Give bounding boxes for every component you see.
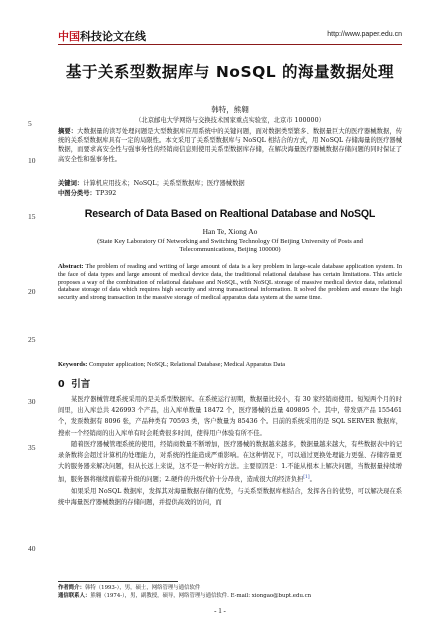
paragraph: 如果采用 NoSQL 数据库，发挥其对海量数据存储的优势，与关系型数据库相结合，发挥各自的优势，可以解决现在系统中海量医疗器械数据的存储问题，并提供高效的访问，而: [58, 487, 402, 506]
line-number: 5: [28, 119, 32, 128]
paragraph: 某医疗器械管理系统采用的是关系型数据库。在系统运行初期，数据量比较小，有 30 家经销商使用。短短两个月的时间里，出入库总共 426993 个产品，出入库单数量 18472 个，医疗器械的总量 409895 个。其中，带发票产品 155461 个，发票数据有 8096 张，产品种类有 70593 类，客户数量为 85436 个。目前的系统采用的是 SQL SERVER 数据库，搜索一个经销商的出入库单有时会耗费很多时间，使得用户体验有所不佳。: [58, 396, 402, 437]
line-number: 25: [28, 335, 36, 344]
line-number: 10: [28, 156, 36, 165]
abstract-en-label: Abstract:: [58, 263, 84, 270]
paper-title-en: Research of Data Based on Realtional Database and NoSQL: [84, 208, 376, 220]
keywords-cn-text: 计算机应用技术；NoSQL；关系型数据库；医疗器械数据: [83, 180, 245, 187]
footnote-contact: [58, 592, 402, 600]
section-heading: [58, 376, 90, 390]
paper-title-cn: 基于关系型数据库与 NoSQL 的海量数据处理: [65, 63, 395, 81]
abstract-en-text: The problem of reading and writing of large amount of data is a key problem in large-scale database application system. In the face of data types and large amount of medical device data, the traditional relational database has certain limitations. This article proposes a way of the combination of relational database and NoSQL, with NoSQL storage of massive medical device data, relational database storage of data which requires high security and strong transactional information. It solved the problem and ensure the high security and strong transaction in the massive storage of medical apparatus data system at the same time.: [58, 263, 402, 302]
footnote-author: [58, 584, 402, 592]
footnote-divider: [58, 581, 178, 582]
keywords-en-text: Computer application; NoSQL; Relational Database; Medical Apparatus Data: [88, 361, 285, 368]
site-logo[interactable]: [58, 28, 146, 44]
footnote-author-text: 韩特（1993-），男，硕士，网络管理与通信软件: [84, 585, 201, 591]
line-number: 35: [28, 443, 36, 452]
header-url[interactable]: http://www.paper.edu.cn: [327, 31, 402, 38]
section-title: 引言: [71, 379, 91, 390]
logo-black-text: 科技论文在线: [80, 30, 146, 43]
footnotes: [58, 584, 402, 600]
keywords-cn: [58, 178, 402, 187]
footnote-contact-label: 通信联系人：: [58, 593, 91, 599]
footnote-contact-text: 熊翱（1974-），男，副教授，硕导，网络管理与通信软件. E-mail: xiongao@bupt.edu.cn: [90, 593, 312, 599]
affiliation-en: (State Key Laboratory Of Networking and Switching Technology Of Beijing University of Posts and Telecommunications, Beijing 100000): [97, 238, 363, 254]
abstract-cn: [58, 127, 402, 164]
abstract-en: [58, 263, 402, 302]
footnote-author-label: 作者简介：: [58, 585, 85, 591]
keywords-en-label: Keywords:: [58, 361, 88, 368]
section-number: 0: [58, 379, 65, 390]
line-number: 30: [28, 397, 36, 406]
classification-cn-label: 中图分类号：: [58, 190, 96, 197]
line-number: 20: [28, 287, 36, 296]
keywords-en: [58, 361, 402, 368]
line-number: 40: [28, 544, 36, 553]
page-number: - 1 -: [214, 607, 226, 615]
keywords-cn-label: 关键词：: [58, 180, 84, 187]
line-number: 15: [28, 212, 36, 221]
classification-cn-value: TP392: [95, 190, 117, 197]
paragraph-text: 随着医疗器械管理系统的使用，经销商数量不断增加，医疗器械的数据越来越多，数据量越来越大，有些数据表中的记录条数将会超过计算机的处理能力，对系统的性能造成严重影响。在这种情况下，可以通过更换处理能力更强、存储容量更大的服务器来解决问题，但从长远上来说，这不是一种好的方法。主要原因是：1.不能从根本上解决问题，当数据量持续增加，服务器将继续面临着升级的问题；2.硬件的升级代价十分昂贵，造成很大的经济负担: [58, 440, 402, 484]
abstract-cn-label: 摘要：: [58, 128, 78, 135]
authors-cn: 韩特，熊翱: [211, 105, 249, 114]
paragraph: [58, 439, 402, 486]
affiliation-cn: （北京邮电大学网络与交换技术国家重点实验室，北京市 100000）: [135, 117, 325, 124]
logo-red-text: 中国: [58, 30, 80, 43]
authors-en: Han Te, Xiong Ao: [202, 227, 258, 236]
citation-link[interactable]: [1]: [303, 475, 310, 481]
abstract-cn-text: 大数据量的读写处理问题是大型数据库应用系统中的关键问题，面对数据类型繁多、数据量巨大的医疗器械数据，传统的关系型数据库具有一定的局限性。本文采用了关系型数据库与 NoSQL 相结合的方式，用 NoSQL 存储海量的医疗器械数据，而要求高安全性与强事务性的经销商信息则使用关系型数据库存储，在解决海量医疗器械数据存储问题的同时保证了高安全性和强事务性。: [58, 128, 403, 163]
body-text: [58, 394, 402, 508]
page-header: [58, 28, 402, 45]
classification-cn: [58, 188, 402, 197]
paragraph-end: 。: [309, 476, 316, 484]
